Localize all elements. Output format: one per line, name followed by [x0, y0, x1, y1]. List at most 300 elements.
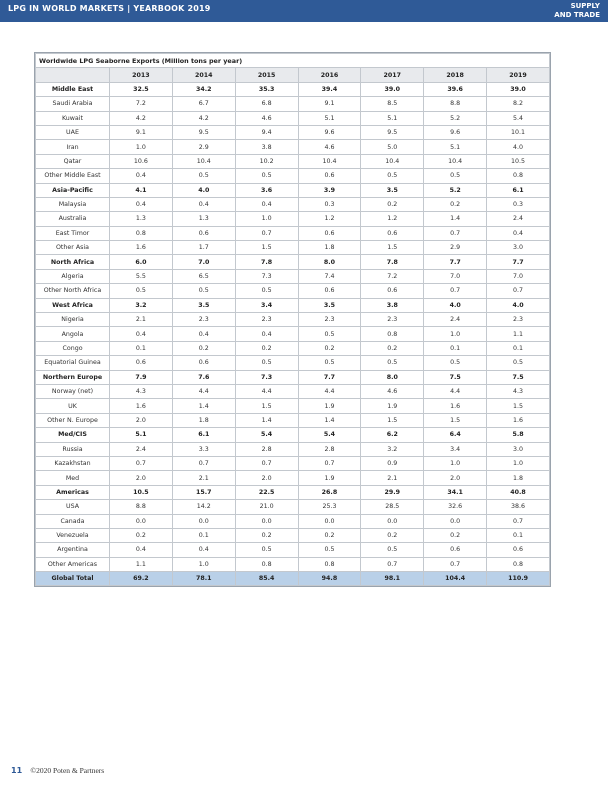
value-cell: 0.6: [298, 226, 361, 240]
value-cell: 9.6: [424, 125, 487, 139]
region-row: [36, 485, 550, 499]
value-cell: 0.7: [424, 284, 487, 298]
value-cell: 2.1: [110, 313, 173, 327]
value-cell: 0.6: [298, 169, 361, 183]
value-cell: 2.1: [361, 471, 424, 485]
value-cell: 32.5: [110, 82, 173, 96]
value-cell: 0.2: [110, 528, 173, 542]
value-cell: 0.1: [487, 341, 550, 355]
value-cell: 3.2: [110, 298, 173, 312]
row-label: Canada: [36, 514, 110, 528]
value-cell: 4.6: [298, 140, 361, 154]
value-cell: 2.0: [110, 471, 173, 485]
row-label: Malaysia: [36, 197, 110, 211]
value-cell: 40.8: [487, 485, 550, 499]
year-header: 2016: [298, 68, 361, 82]
value-cell: 0.5: [235, 284, 298, 298]
value-cell: 0.0: [361, 514, 424, 528]
country-row: [36, 169, 550, 183]
value-cell: 3.0: [487, 241, 550, 255]
value-cell: 21.0: [235, 500, 298, 514]
year-header: 2015: [235, 68, 298, 82]
value-cell: 2.3: [172, 313, 235, 327]
value-cell: 3.5: [298, 298, 361, 312]
region-row: [36, 183, 550, 197]
value-cell: 0.0: [235, 514, 298, 528]
value-cell: 1.2: [361, 212, 424, 226]
row-label: Med/CIS: [36, 428, 110, 442]
value-cell: 9.1: [110, 125, 173, 139]
value-cell: 4.4: [424, 384, 487, 398]
value-cell: 29.9: [361, 485, 424, 499]
value-cell: 0.5: [361, 169, 424, 183]
value-cell: 0.5: [361, 356, 424, 370]
value-cell: 3.0: [487, 442, 550, 456]
value-cell: 7.0: [424, 269, 487, 283]
value-cell: 3.4: [235, 298, 298, 312]
value-cell: 1.0: [172, 557, 235, 571]
country-row: [36, 456, 550, 470]
value-cell: 0.4: [110, 169, 173, 183]
row-label: Saudi Arabia: [36, 97, 110, 111]
row-label: Norway (net): [36, 384, 110, 398]
value-cell: 4.4: [172, 384, 235, 398]
country-row: [36, 384, 550, 398]
value-cell: 39.6: [424, 82, 487, 96]
value-cell: 4.6: [235, 111, 298, 125]
value-cell: 0.2: [298, 341, 361, 355]
region-row: [36, 298, 550, 312]
country-row: [36, 442, 550, 456]
value-cell: 7.6: [172, 370, 235, 384]
value-cell: 0.6: [487, 543, 550, 557]
value-cell: 1.8: [172, 413, 235, 427]
value-cell: 0.5: [235, 356, 298, 370]
value-cell: 0.2: [361, 197, 424, 211]
value-cell: 1.4: [172, 399, 235, 413]
country-row: [36, 154, 550, 168]
value-cell: 2.4: [424, 313, 487, 327]
value-cell: 0.7: [424, 226, 487, 240]
value-cell: 5.0: [361, 140, 424, 154]
value-cell: 1.5: [235, 399, 298, 413]
total-value-cell: 78.1: [172, 572, 235, 586]
row-label: East Timor: [36, 226, 110, 240]
value-cell: 5.2: [424, 183, 487, 197]
value-cell: 0.8: [487, 557, 550, 571]
row-label: Other Middle East: [36, 169, 110, 183]
global-total-row: [36, 572, 550, 586]
value-cell: 8.5: [361, 97, 424, 111]
value-cell: 1.5: [487, 399, 550, 413]
value-cell: 7.2: [110, 97, 173, 111]
value-cell: 10.4: [298, 154, 361, 168]
value-cell: 7.8: [361, 255, 424, 269]
row-label: Other Americas: [36, 557, 110, 571]
value-cell: 2.0: [235, 471, 298, 485]
row-label: Nigeria: [36, 313, 110, 327]
value-cell: 1.5: [361, 413, 424, 427]
value-cell: 4.0: [487, 298, 550, 312]
row-label: Qatar: [36, 154, 110, 168]
total-value-cell: 110.9: [487, 572, 550, 586]
value-cell: 1.0: [424, 327, 487, 341]
value-cell: 0.4: [172, 327, 235, 341]
value-cell: 0.4: [235, 327, 298, 341]
value-cell: 5.1: [298, 111, 361, 125]
value-cell: 4.0: [424, 298, 487, 312]
value-cell: 7.7: [298, 370, 361, 384]
value-cell: 39.0: [487, 82, 550, 96]
country-row: [36, 327, 550, 341]
value-cell: 10.5: [110, 485, 173, 499]
table-title-row: [36, 54, 550, 68]
value-cell: 4.1: [110, 183, 173, 197]
value-cell: 2.0: [110, 413, 173, 427]
value-cell: 4.3: [487, 384, 550, 398]
value-cell: 3.8: [361, 298, 424, 312]
value-cell: 1.5: [235, 241, 298, 255]
row-label: West Africa: [36, 298, 110, 312]
section-title-line-1: SUPPLY: [570, 2, 600, 10]
value-cell: 1.0: [487, 456, 550, 470]
value-cell: 6.8: [235, 97, 298, 111]
value-cell: 0.4: [172, 197, 235, 211]
value-cell: 0.2: [172, 341, 235, 355]
exports-table: [35, 53, 550, 586]
value-cell: 1.0: [424, 456, 487, 470]
value-cell: 7.5: [487, 370, 550, 384]
value-cell: 34.2: [172, 82, 235, 96]
row-label: Kuwait: [36, 111, 110, 125]
value-cell: 0.5: [172, 169, 235, 183]
country-row: [36, 341, 550, 355]
row-label: Med: [36, 471, 110, 485]
value-cell: 38.6: [487, 500, 550, 514]
value-cell: 0.7: [424, 557, 487, 571]
value-cell: 1.0: [110, 140, 173, 154]
value-cell: 14.2: [172, 500, 235, 514]
year-header: 2017: [361, 68, 424, 82]
region-row: [36, 370, 550, 384]
country-row: [36, 471, 550, 485]
value-cell: 0.5: [298, 543, 361, 557]
country-row: [36, 500, 550, 514]
year-header: 2018: [424, 68, 487, 82]
value-cell: 8.2: [487, 97, 550, 111]
value-cell: 1.6: [110, 241, 173, 255]
value-cell: 0.2: [235, 341, 298, 355]
value-cell: 3.9: [298, 183, 361, 197]
value-cell: 0.7: [487, 284, 550, 298]
total-value-cell: 98.1: [361, 572, 424, 586]
value-cell: 0.2: [361, 341, 424, 355]
country-row: [36, 212, 550, 226]
value-cell: 2.4: [110, 442, 173, 456]
value-cell: 0.4: [110, 197, 173, 211]
value-cell: 0.6: [298, 284, 361, 298]
row-label: Algeria: [36, 269, 110, 283]
value-cell: 0.5: [172, 284, 235, 298]
value-cell: 3.3: [172, 442, 235, 456]
value-cell: 1.9: [361, 399, 424, 413]
value-cell: 6.0: [110, 255, 173, 269]
value-cell: 39.0: [361, 82, 424, 96]
value-cell: 8.0: [361, 370, 424, 384]
value-cell: 1.9: [298, 399, 361, 413]
row-label: Equatorial Guinea: [36, 356, 110, 370]
value-cell: 6.5: [172, 269, 235, 283]
value-cell: 0.7: [235, 226, 298, 240]
value-cell: 0.0: [424, 514, 487, 528]
row-label: Venezuela: [36, 528, 110, 542]
country-row: [36, 197, 550, 211]
value-cell: 0.5: [235, 543, 298, 557]
value-cell: 3.8: [235, 140, 298, 154]
value-cell: 0.0: [298, 514, 361, 528]
value-cell: 4.6: [361, 384, 424, 398]
value-cell: 32.6: [424, 500, 487, 514]
value-cell: 10.6: [110, 154, 173, 168]
section-title: [554, 2, 600, 20]
value-cell: 7.4: [298, 269, 361, 283]
value-cell: 0.4: [172, 543, 235, 557]
value-cell: 0.5: [298, 356, 361, 370]
value-cell: 0.4: [110, 327, 173, 341]
value-cell: 1.5: [424, 413, 487, 427]
row-label: Northern Europe: [36, 370, 110, 384]
value-cell: 0.8: [298, 557, 361, 571]
table-title: Worldwide LPG Seaborne Exports (Million tons per year): [36, 54, 550, 68]
country-row: [36, 111, 550, 125]
value-cell: 1.6: [424, 399, 487, 413]
value-cell: 4.4: [235, 384, 298, 398]
value-cell: 35.3: [235, 82, 298, 96]
value-cell: 5.1: [424, 140, 487, 154]
value-cell: 0.2: [424, 528, 487, 542]
value-cell: 0.7: [361, 557, 424, 571]
country-row: [36, 528, 550, 542]
value-cell: 0.1: [424, 341, 487, 355]
header-banner: [0, 0, 608, 22]
value-cell: 7.7: [424, 255, 487, 269]
value-cell: 0.6: [172, 226, 235, 240]
value-cell: 0.0: [110, 514, 173, 528]
value-cell: 2.0: [424, 471, 487, 485]
value-cell: 4.0: [487, 140, 550, 154]
row-label: UAE: [36, 125, 110, 139]
region-row: [36, 428, 550, 442]
row-label: USA: [36, 500, 110, 514]
row-label: Argentina: [36, 543, 110, 557]
value-cell: 0.5: [424, 356, 487, 370]
value-cell: 1.6: [487, 413, 550, 427]
year-header: 2014: [172, 68, 235, 82]
value-cell: 9.4: [235, 125, 298, 139]
value-cell: 10.4: [424, 154, 487, 168]
row-label: Angola: [36, 327, 110, 341]
value-cell: 2.9: [172, 140, 235, 154]
value-cell: 5.1: [110, 428, 173, 442]
value-cell: 8.8: [424, 97, 487, 111]
country-row: [36, 269, 550, 283]
value-cell: 1.4: [424, 212, 487, 226]
country-row: [36, 313, 550, 327]
value-cell: 2.3: [235, 313, 298, 327]
value-cell: 7.0: [172, 255, 235, 269]
value-cell: 39.4: [298, 82, 361, 96]
value-cell: 6.1: [487, 183, 550, 197]
value-cell: 1.2: [298, 212, 361, 226]
value-cell: 1.8: [298, 241, 361, 255]
value-cell: 0.1: [172, 528, 235, 542]
value-cell: 4.2: [110, 111, 173, 125]
value-cell: 3.4: [424, 442, 487, 456]
row-label: Iran: [36, 140, 110, 154]
value-cell: 0.9: [361, 456, 424, 470]
value-cell: 0.8: [235, 557, 298, 571]
value-cell: 0.4: [110, 543, 173, 557]
country-row: [36, 226, 550, 240]
value-cell: 9.5: [361, 125, 424, 139]
total-value-cell: 94.8: [298, 572, 361, 586]
country-row: [36, 97, 550, 111]
value-cell: 2.3: [298, 313, 361, 327]
value-cell: 1.8: [487, 471, 550, 485]
value-cell: 0.5: [110, 284, 173, 298]
year-header: 2019: [487, 68, 550, 82]
row-label: Russia: [36, 442, 110, 456]
value-cell: 0.1: [110, 341, 173, 355]
value-cell: 7.8: [235, 255, 298, 269]
row-label: Americas: [36, 485, 110, 499]
country-row: [36, 413, 550, 427]
value-cell: 7.3: [235, 269, 298, 283]
value-cell: 0.0: [172, 514, 235, 528]
value-cell: 0.6: [424, 543, 487, 557]
country-row: [36, 140, 550, 154]
value-cell: 0.4: [487, 226, 550, 240]
value-cell: 0.5: [487, 356, 550, 370]
value-cell: 3.5: [361, 183, 424, 197]
total-value-cell: 85.4: [235, 572, 298, 586]
value-cell: 1.4: [235, 413, 298, 427]
country-row: [36, 241, 550, 255]
value-cell: 1.3: [172, 212, 235, 226]
value-cell: 2.1: [172, 471, 235, 485]
value-cell: 9.1: [298, 97, 361, 111]
row-label: Kazakhstan: [36, 456, 110, 470]
value-cell: 7.2: [361, 269, 424, 283]
value-cell: 0.8: [361, 327, 424, 341]
value-cell: 1.3: [110, 212, 173, 226]
page-footer: [11, 766, 104, 775]
region-row: [36, 82, 550, 96]
value-cell: 2.3: [487, 313, 550, 327]
row-label: Other North Africa: [36, 284, 110, 298]
value-cell: 4.3: [110, 384, 173, 398]
country-row: [36, 284, 550, 298]
value-cell: 0.8: [487, 169, 550, 183]
value-cell: 25.3: [298, 500, 361, 514]
page-number: 11: [11, 766, 23, 775]
value-cell: 0.7: [298, 456, 361, 470]
value-cell: 10.5: [487, 154, 550, 168]
value-cell: 34.1: [424, 485, 487, 499]
country-row: [36, 356, 550, 370]
value-cell: 6.2: [361, 428, 424, 442]
row-label: Asia-Pacific: [36, 183, 110, 197]
value-cell: 1.7: [172, 241, 235, 255]
value-cell: 4.2: [172, 111, 235, 125]
value-cell: 2.3: [361, 313, 424, 327]
value-cell: 0.5: [424, 169, 487, 183]
value-cell: 6.4: [424, 428, 487, 442]
value-cell: 0.5: [298, 327, 361, 341]
value-cell: 0.2: [235, 528, 298, 542]
section-title-line-2: AND TRADE: [554, 11, 600, 19]
value-cell: 3.2: [361, 442, 424, 456]
row-label: Australia: [36, 212, 110, 226]
value-cell: 2.8: [235, 442, 298, 456]
total-label: Global Total: [36, 572, 110, 586]
value-cell: 0.8: [110, 226, 173, 240]
value-cell: 9.5: [172, 125, 235, 139]
publication-title: LPG IN WORLD MARKETS | YEARBOOK 2019: [8, 4, 211, 13]
value-cell: 0.2: [424, 197, 487, 211]
value-cell: 10.4: [172, 154, 235, 168]
value-cell: 0.1: [487, 528, 550, 542]
value-cell: 2.4: [487, 212, 550, 226]
value-cell: 7.3: [235, 370, 298, 384]
value-cell: 1.6: [110, 399, 173, 413]
value-cell: 6.1: [172, 428, 235, 442]
country-row: [36, 399, 550, 413]
value-cell: 10.4: [361, 154, 424, 168]
value-cell: 0.7: [235, 456, 298, 470]
value-cell: 0.6: [172, 356, 235, 370]
value-cell: 0.4: [235, 197, 298, 211]
value-cell: 4.4: [298, 384, 361, 398]
table-header-row: [36, 68, 550, 82]
value-cell: 7.0: [487, 269, 550, 283]
value-cell: 10.2: [235, 154, 298, 168]
exports-table-container: [34, 52, 551, 587]
country-row: [36, 543, 550, 557]
country-row: [36, 514, 550, 528]
value-cell: 1.4: [298, 413, 361, 427]
value-cell: 15.7: [172, 485, 235, 499]
value-cell: 7.9: [110, 370, 173, 384]
value-cell: 8.0: [298, 255, 361, 269]
value-cell: 0.6: [110, 356, 173, 370]
value-cell: 22.5: [235, 485, 298, 499]
value-cell: 0.3: [298, 197, 361, 211]
value-cell: 28.5: [361, 500, 424, 514]
value-cell: 5.4: [298, 428, 361, 442]
value-cell: 0.3: [487, 197, 550, 211]
value-cell: 0.5: [235, 169, 298, 183]
total-value-cell: 104.4: [424, 572, 487, 586]
row-label: Congo: [36, 341, 110, 355]
country-row: [36, 125, 550, 139]
value-cell: 1.0: [235, 212, 298, 226]
value-cell: 7.5: [424, 370, 487, 384]
value-cell: 0.6: [361, 284, 424, 298]
value-cell: 7.7: [487, 255, 550, 269]
value-cell: 1.5: [361, 241, 424, 255]
value-cell: 8.8: [110, 500, 173, 514]
